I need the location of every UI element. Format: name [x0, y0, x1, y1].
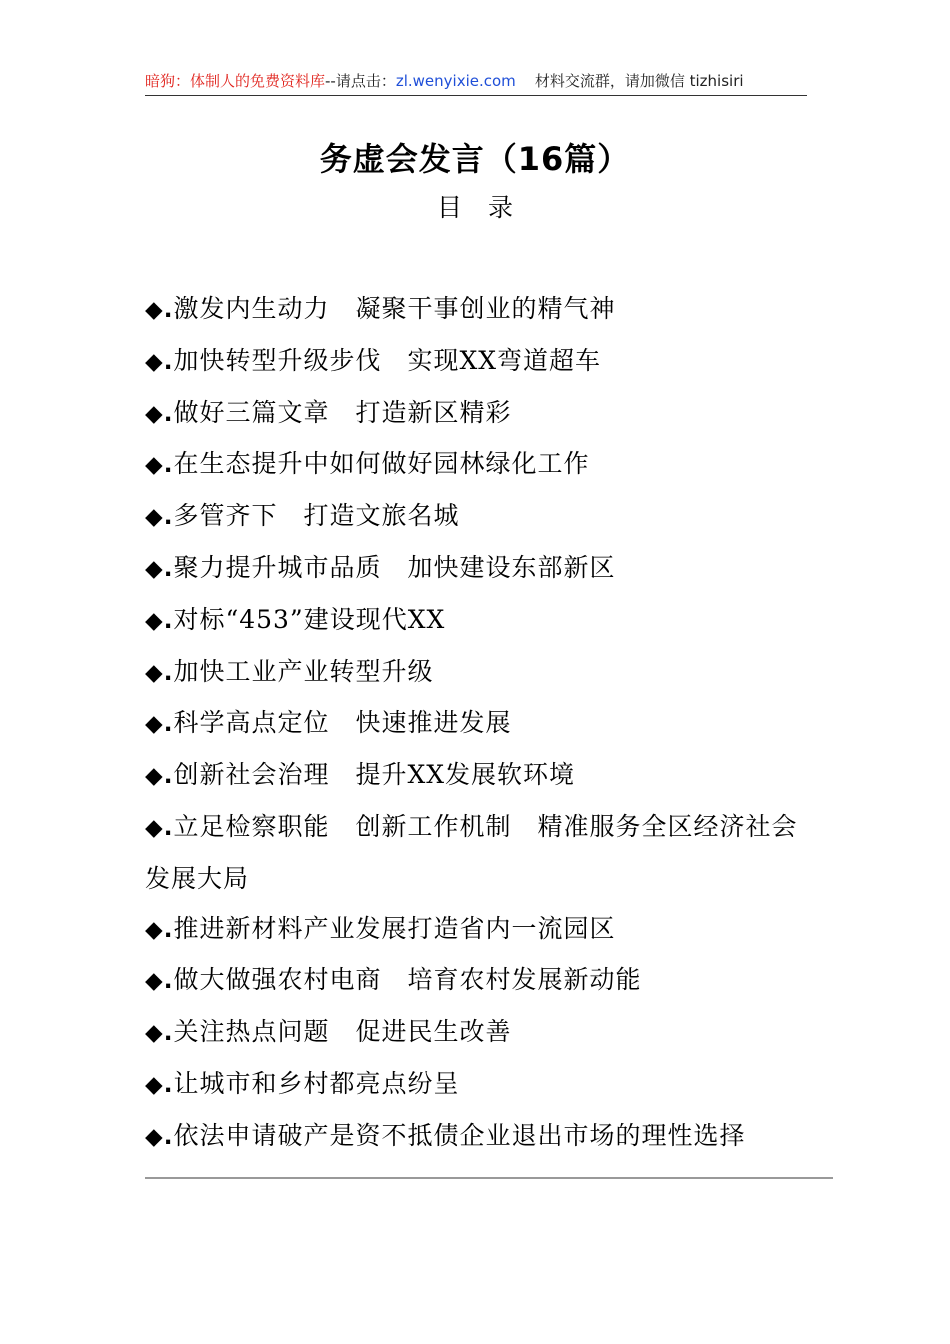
header-contact: 材料交流群，请加微信 tizhisiri [515, 72, 744, 90]
toc-item-label: 激发内生动力 凝聚干事创业的精气神 [173, 294, 616, 323]
toc-item[interactable] [145, 750, 815, 802]
toc-item[interactable] [145, 388, 815, 440]
diamond-bullet-icon: ◆. [145, 297, 174, 323]
diamond-bullet-icon: ◆. [145, 968, 174, 995]
header-url-link[interactable]: zl.wenyixie.com [395, 72, 516, 90]
toc-item-label: 在生态提升中如何做好园林绿化工作 [173, 449, 590, 479]
toc-item-label: 创新社会治理 提升XX发展软环境 [173, 760, 576, 790]
diamond-bullet-icon: ◆. [145, 916, 174, 943]
toc-item[interactable] [145, 1007, 815, 1059]
toc-item-label: 聚力提升城市品质 加快建设东部新区 [173, 552, 616, 582]
diamond-bullet-icon: ◆. [145, 711, 174, 738]
diamond-bullet-icon: ◆. [145, 1020, 174, 1047]
toc-item[interactable] [145, 336, 815, 388]
footer-divider [145, 1177, 833, 1179]
toc-item[interactable] [145, 1111, 815, 1163]
toc-item[interactable] [145, 595, 815, 647]
toc-item[interactable] [145, 439, 815, 491]
toc-item[interactable] [145, 955, 815, 1007]
toc-item[interactable] [145, 698, 815, 750]
diamond-bullet-icon: ◆. [145, 348, 174, 375]
toc-item[interactable] [145, 647, 815, 699]
document-title: 务虚会发言（16篇） [319, 140, 631, 178]
toc-heading: 目录 [436, 193, 539, 222]
toc-item-label: 多管齐下 打造文旅名城 [173, 501, 460, 531]
toc-item-label: 依法申请破产是资不抵债企业退出市场的理性选择 [173, 1120, 746, 1150]
header-brand: 暗狗：体制人的免费资料库 [145, 72, 326, 90]
diamond-bullet-icon: ◆. [145, 555, 174, 582]
toc-item-label: 关注热点问题 促进民生改善 [173, 1017, 512, 1047]
toc-item-label: 让城市和乡村都亮点纷呈 [173, 1068, 460, 1098]
diamond-bullet-icon: ◆. [145, 607, 174, 634]
page-header [145, 70, 807, 94]
toc-item-label: 对标“453”建设现代XX [173, 604, 446, 634]
toc-item-label: 做好三篇文章 打造新区精彩 [173, 397, 512, 427]
toc-item-label: 加快转型升级步伐 实现XX弯道超车 [173, 345, 602, 375]
toc-item-label: 立足检察职能 创新工作机制 精准服务全区经济社会发展大局 [145, 811, 798, 893]
toc-item-label: 推进新材料产业发展打造省内一流园区 [173, 913, 616, 943]
toc-item[interactable] [145, 543, 815, 595]
toc-item-label: 加快工业产业转型升级 [173, 656, 434, 686]
header-divider [145, 95, 807, 96]
diamond-bullet-icon: ◆. [145, 452, 174, 479]
toc-item[interactable] [145, 284, 815, 336]
diamond-bullet-icon: ◆. [145, 1071, 174, 1098]
toc-item-label: 做大做强农村电商 培育农村发展新动能 [173, 965, 642, 995]
diamond-bullet-icon: ◆. [145, 763, 174, 790]
diamond-bullet-icon: ◆. [145, 1123, 174, 1150]
diamond-bullet-icon: ◆. [145, 504, 174, 531]
toc-item[interactable] [145, 904, 815, 956]
diamond-bullet-icon: ◆. [145, 814, 174, 841]
diamond-bullet-icon: ◆. [145, 659, 174, 686]
toc-item[interactable] [145, 802, 815, 904]
toc-item-label: 科学高点定位 快速推进发展 [173, 708, 512, 738]
toc-item[interactable] [145, 491, 815, 543]
table-of-contents [145, 284, 815, 1163]
diamond-bullet-icon: ◆. [145, 400, 174, 427]
toc-item[interactable] [145, 1059, 815, 1111]
header-prompt: --请点击： [325, 72, 396, 90]
